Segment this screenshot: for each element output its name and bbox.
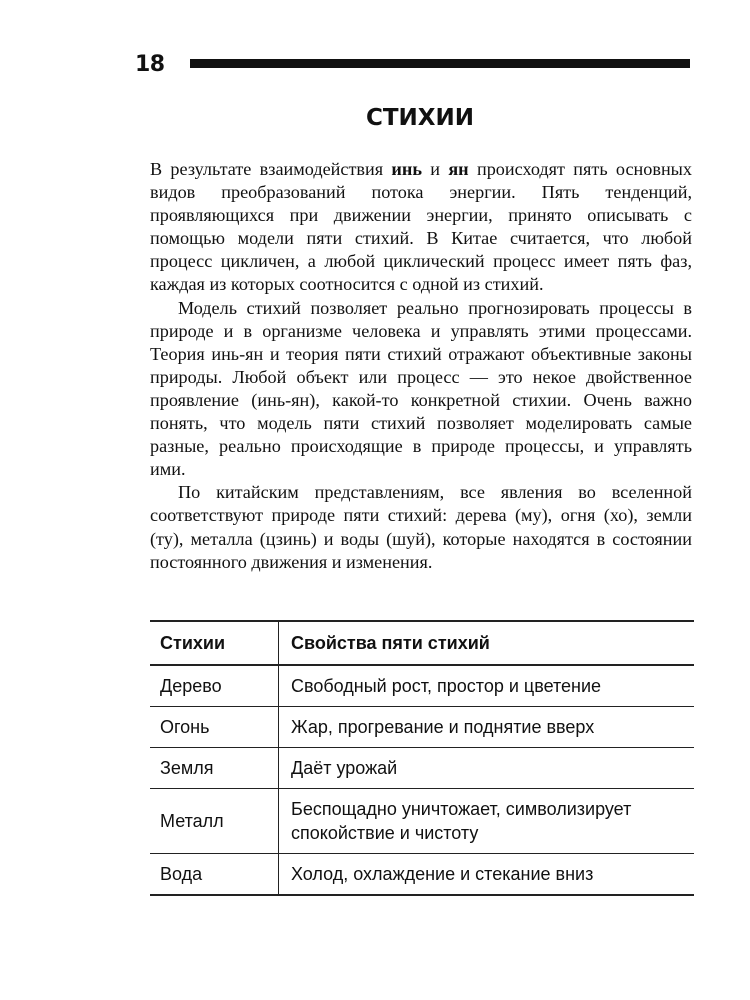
- header-rule: [190, 59, 690, 68]
- table-row: [150, 789, 694, 854]
- element-properties: Свободный рост, простор и цветение: [279, 665, 695, 707]
- page-number: 18: [135, 52, 165, 77]
- element-name: Дерево: [150, 665, 279, 707]
- header-properties: Свойства пяти стихий: [279, 621, 695, 665]
- paragraph-3: По китайским представлениям, все явления во вселенной соответствуют природе пяти стихий: дерева (му), огня (хо), земли (ту), металла (цзинь) и воды (шуй), которые находятся в состоянии постоянного движения и изменения.: [150, 482, 692, 572]
- section-title: СТИХИИ: [365, 105, 475, 131]
- paragraph-1-conjunction: и: [421, 159, 449, 179]
- element-properties: Даёт урожай: [279, 748, 695, 789]
- table-header-row: [150, 621, 694, 665]
- table-row: [150, 854, 694, 896]
- table-row: [150, 748, 694, 789]
- element-name: Огонь: [150, 707, 279, 748]
- paragraph-2: Модель стихий позволяет реально прогнозировать процессы в природе и в организме человека и управлять этими процессами. Теория инь-ян и теория пяти стихий отражают объективные законы природы. Любой объект или процесс — это некое двойственное проявление (инь-ян), какой-то конкретной стихии. Очень важно понять, что модель пяти стихий позволяет моделировать самые разные, реально происходящие в природе процессы, и управлять ими.: [150, 297, 692, 480]
- term-yang: ян: [448, 159, 469, 179]
- body-text: [150, 158, 692, 574]
- paragraph-1-text-start: В результате взаимодействия: [150, 159, 392, 179]
- term-yin: инь: [391, 159, 422, 179]
- header-elements: Стихии: [150, 621, 279, 665]
- table-row: [150, 707, 694, 748]
- table-row: [150, 665, 694, 707]
- element-properties: Жар, прогревание и поднятие вверх: [279, 707, 695, 748]
- paragraph-1-text-end: происходят пять основных видов преобразований потока энергии. Пять тенденций, проявляющихся при движении энергии, принято описывать с помощью модели пяти стихий. В Китае считается, что любой процесс цикличен, а любой циклический процесс имеет пять фаз, каждая из которых соотносится с одной из стихий.: [150, 159, 692, 295]
- element-properties: Холод, охлаждение и стекание вниз: [279, 854, 695, 896]
- paragraph-1: [150, 158, 692, 297]
- element-name: Металл: [150, 789, 279, 854]
- element-properties: Беспощадно уничтожает, символизирует спокойствие и чистоту: [279, 789, 695, 854]
- element-name: Вода: [150, 854, 279, 896]
- elements-table: [150, 620, 694, 896]
- element-name: Земля: [150, 748, 279, 789]
